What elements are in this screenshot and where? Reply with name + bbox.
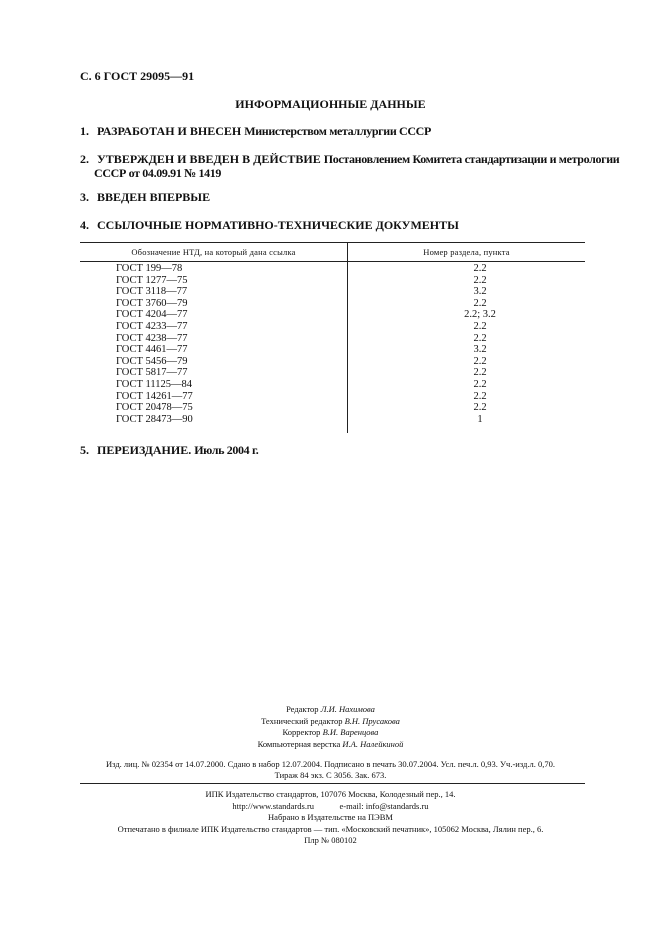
footer-license: Плр № 080102 bbox=[304, 835, 357, 845]
publishing-info-line: Изд. лиц. № 02354 от 14.07.2000. Сдано в набор 12.07.2004. Подписано в печать 30.07.2004. Усл. печ.л. 0,93. Уч.-изд.л. 0,70. bbox=[106, 759, 555, 769]
table-column-divider bbox=[347, 242, 348, 433]
footer-typeset: Набрано в Издательстве на ПЭВМ bbox=[268, 812, 393, 822]
item-developed bbox=[80, 124, 431, 139]
table-cell-section: 2.2 bbox=[473, 378, 487, 390]
item-number: 2. bbox=[80, 152, 89, 166]
table-cell-section: 2.2 bbox=[473, 274, 487, 286]
table-header-rule bbox=[80, 261, 585, 262]
table-cell-section: 1 bbox=[477, 413, 483, 425]
footer-publisher: ИПК Издательство стандартов, 107076 Москва, Колодезный пер., 14. bbox=[205, 789, 456, 799]
credit-corrector bbox=[0, 727, 661, 739]
table-cell-section: 2.2; 3.2 bbox=[464, 309, 496, 321]
table-cell-section: 2.2 bbox=[473, 332, 487, 344]
credit-tech-editor bbox=[0, 716, 661, 728]
item-number: 5. bbox=[80, 443, 89, 457]
footer-separator bbox=[80, 783, 585, 784]
page-header: С. 6 ГОСТ 29095—91 bbox=[80, 69, 195, 83]
item-heading: ССЫЛОЧНЫЕ НОРМАТИВНО-ТЕХНИЧЕСКИЕ ДОКУМЕНТЫ bbox=[97, 218, 459, 232]
table-column-sections bbox=[420, 263, 540, 425]
item-heading: РАЗРАБОТАН И ВНЕСЕН bbox=[97, 124, 242, 138]
credit-layout bbox=[0, 739, 661, 751]
credit-name: Л.И. Нахимова bbox=[320, 704, 375, 714]
table-cell-document: ГОСТ 3118—77 bbox=[116, 286, 188, 298]
table-cell-document: ГОСТ 4233—77 bbox=[116, 320, 188, 332]
table-header-section: Номер раздела, пункта bbox=[423, 247, 510, 257]
credit-name: В.И. Варенцова bbox=[322, 727, 379, 737]
item-heading: УТВЕРЖДЕН И ВВЕДЕН В ДЕЙСТВИЕ bbox=[97, 152, 321, 166]
credit-name: И.А. Налейкиной bbox=[342, 738, 404, 749]
footer-printed: Отпечатано в филиале ИПК Издательство стандартов — тип. «Московский печатник», 105062 Москва, Лялин пер., 6. bbox=[117, 823, 544, 834]
table-cell-document: ГОСТ 199—78 bbox=[116, 263, 183, 274]
footer-website-link[interactable]: http://www.standards.ru bbox=[232, 800, 315, 811]
publishing-info bbox=[0, 759, 661, 781]
table-cell-document: ГОСТ 28473—90 bbox=[116, 413, 193, 425]
item-number: 1. bbox=[80, 124, 89, 138]
credit-label: Корректор bbox=[282, 727, 321, 737]
item-text: Постановлением Комитета стандартизации и метрологии bbox=[323, 152, 620, 166]
credit-name: В.Н. Прусакова bbox=[344, 715, 400, 726]
credit-label: Редактор bbox=[286, 704, 319, 714]
table-cell-section: 2.2 bbox=[473, 320, 487, 332]
footer-email-link[interactable]: e-mail: info@standards.ru bbox=[339, 800, 429, 811]
item-first-introduced bbox=[80, 190, 210, 205]
item-heading: ВВЕДЕН ВПЕРВЫЕ bbox=[97, 190, 211, 204]
table-top-rule bbox=[80, 242, 585, 243]
table-cell-section: 3.2 bbox=[473, 286, 487, 298]
table-cell-document: ГОСТ 4204—77 bbox=[116, 309, 188, 321]
credit-editor bbox=[0, 704, 661, 716]
item-text-continuation: СССР от 04.09.91 № 1419 bbox=[94, 166, 222, 180]
table-cell-document: ГОСТ 3760—79 bbox=[116, 297, 188, 309]
item-heading: ПЕРЕИЗДАНИЕ. bbox=[97, 443, 192, 457]
item-number: 3. bbox=[80, 190, 89, 204]
footer-imprint bbox=[0, 789, 661, 847]
table-cell-section: 2.2 bbox=[473, 390, 487, 402]
item-text: Министерством металлургии СССР bbox=[244, 124, 431, 138]
item-reissue bbox=[80, 443, 258, 458]
item-text: Июль 2004 г. bbox=[194, 443, 259, 457]
table-cell-section: 2.2 bbox=[473, 297, 487, 309]
footer-contacts bbox=[0, 801, 661, 813]
credit-label: Компьютерная верстка bbox=[257, 738, 341, 749]
item-approved bbox=[80, 152, 619, 167]
table-cell-document: ГОСТ 4461—77 bbox=[116, 344, 188, 356]
table-cell-document: ГОСТ 4238—77 bbox=[116, 332, 188, 344]
publishing-info-line: Тираж 84 экз. С 3056. Зак. 673. bbox=[274, 770, 387, 780]
page-title: ИНФОРМАЦИОННЫЕ ДАННЫЕ bbox=[235, 97, 426, 111]
credits-block bbox=[0, 704, 661, 750]
item-number: 4. bbox=[80, 218, 89, 232]
item-reference-documents bbox=[80, 218, 459, 233]
table-cell-section: 2.2 bbox=[473, 402, 487, 414]
table-cell-document: ГОСТ 5817—77 bbox=[116, 367, 188, 379]
table-cell-section: 3.2 bbox=[473, 344, 487, 356]
table-header-document: Обозначение НТД, на который дана ссылка bbox=[131, 247, 296, 257]
table-cell-document: ГОСТ 14261—77 bbox=[116, 390, 193, 402]
credit-label: Технический редактор bbox=[261, 715, 343, 726]
table-cell-section: 2.2 bbox=[473, 263, 487, 274]
table-cell-document: ГОСТ 20478—75 bbox=[116, 402, 193, 414]
table-cell-document: ГОСТ 5456—79 bbox=[116, 355, 188, 367]
table-cell-section: 2.2 bbox=[473, 367, 487, 379]
table-cell-section: 2.2 bbox=[473, 355, 487, 367]
table-cell-document: ГОСТ 1277—75 bbox=[116, 274, 188, 286]
table-column-documents bbox=[116, 263, 193, 425]
table-cell-document: ГОСТ 11125—84 bbox=[116, 378, 193, 390]
